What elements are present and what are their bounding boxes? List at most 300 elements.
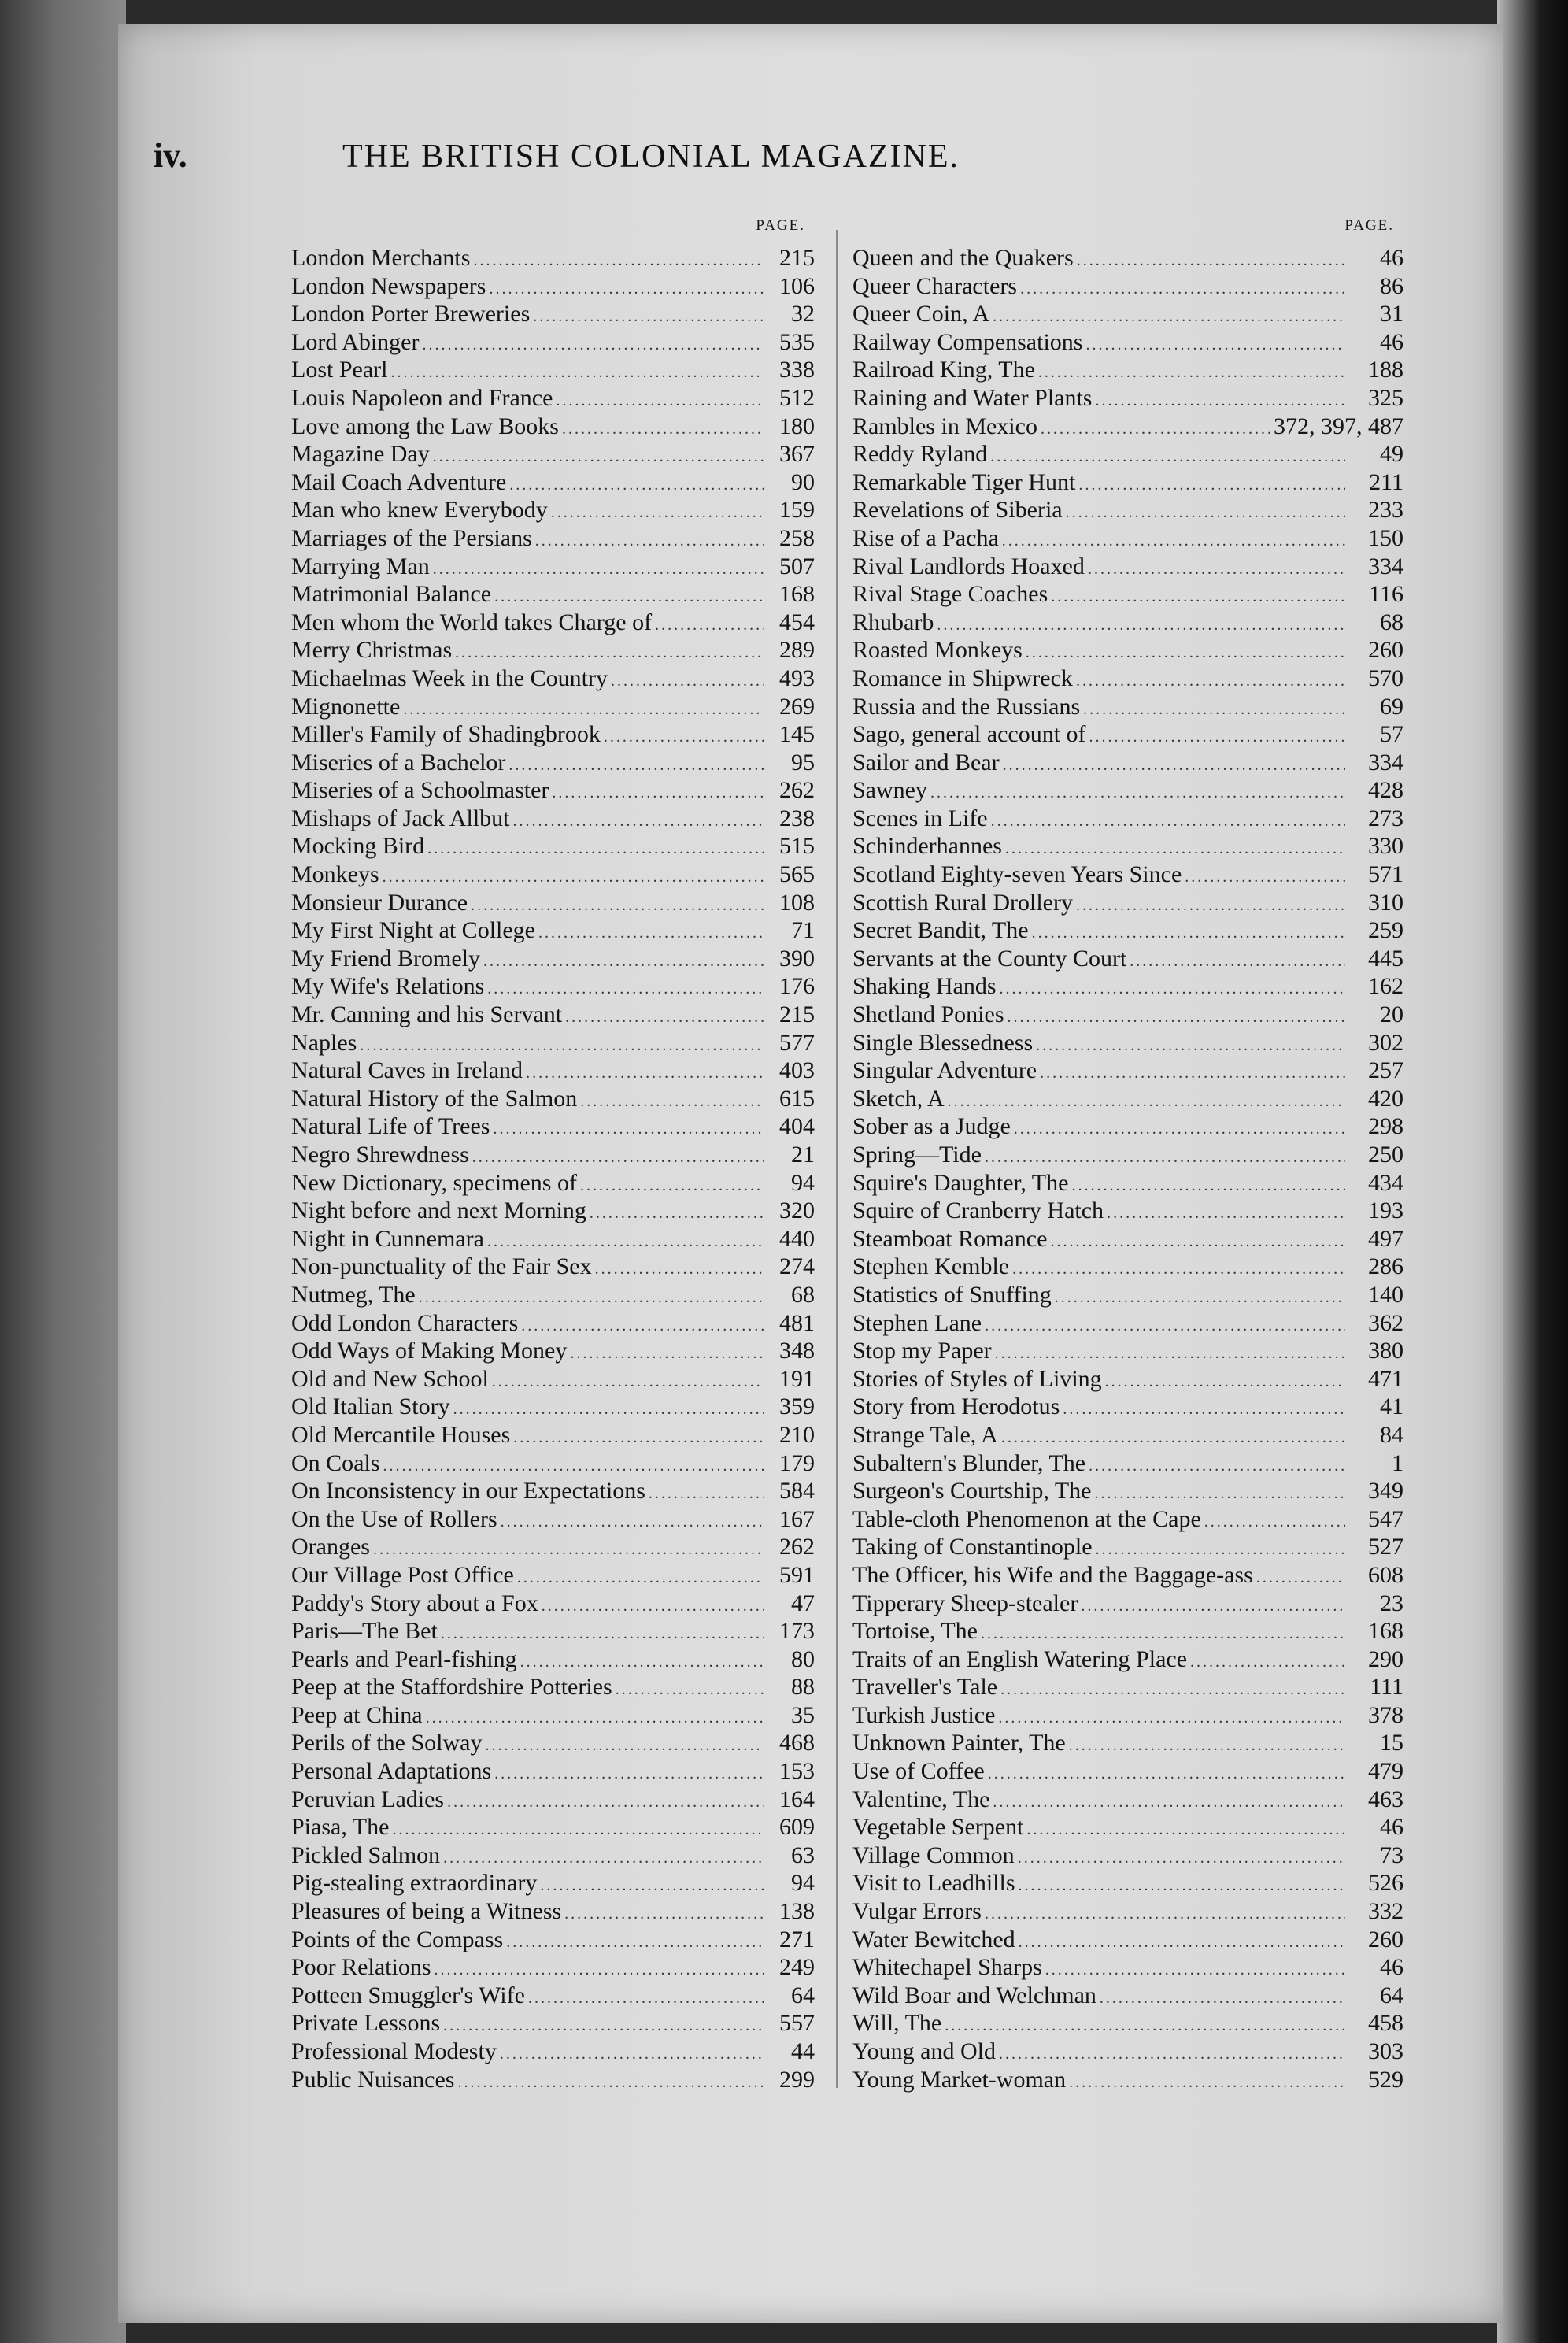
index-entry bbox=[291, 384, 815, 413]
entry-title: Rambles in Mexico bbox=[852, 413, 1037, 439]
entry-title: Public Nuisances bbox=[291, 2066, 455, 2093]
index-entry bbox=[852, 1617, 1403, 1645]
entry-page-number: 46 bbox=[1380, 245, 1403, 271]
index-entry bbox=[852, 1505, 1403, 1534]
index-entry bbox=[291, 1982, 815, 2010]
index-entry bbox=[291, 300, 815, 328]
entry-title: Wild Boar and Welchman bbox=[852, 1982, 1096, 2008]
entry-title: Peep at the Staffordshire Potteries bbox=[291, 1674, 612, 1701]
dot-leader bbox=[988, 1760, 1345, 1789]
entry-title: Pickled Salmon bbox=[291, 1841, 441, 1868]
entry-page-number: 286 bbox=[1368, 1253, 1403, 1280]
index-entry bbox=[291, 1029, 815, 1057]
entry-title: Railroad King, The bbox=[852, 357, 1035, 383]
dot-leader bbox=[526, 1060, 764, 1088]
entry-title: Traveller's Tale bbox=[852, 1674, 998, 1701]
entry-page-number: 238 bbox=[779, 805, 815, 831]
entry-page-number: 403 bbox=[779, 1057, 815, 1084]
entry-page-number: 90 bbox=[791, 468, 815, 495]
entry-page-number: 404 bbox=[779, 1113, 815, 1140]
index-entry bbox=[852, 749, 1403, 777]
dot-leader bbox=[998, 1705, 1345, 1733]
dot-leader bbox=[611, 668, 764, 696]
index-entry bbox=[852, 1029, 1403, 1057]
entry-title: Stories of Styles of Living bbox=[852, 1365, 1102, 1392]
index-entry bbox=[852, 2038, 1403, 2066]
dot-leader bbox=[580, 1172, 764, 1201]
dot-leader bbox=[500, 2041, 764, 2069]
index-entry bbox=[291, 1393, 815, 1421]
entry-title: On Inconsistency in our Expectations bbox=[291, 1478, 645, 1505]
index-entry bbox=[291, 609, 815, 637]
dot-leader bbox=[1204, 1508, 1345, 1537]
entry-title: Single Blessedness bbox=[852, 1029, 1034, 1056]
index-entry bbox=[852, 832, 1403, 861]
entry-title: Shaking Hands bbox=[852, 973, 997, 1000]
entry-page-number: 44 bbox=[791, 2038, 815, 2064]
index-entry bbox=[852, 1085, 1403, 1113]
dot-leader bbox=[1003, 752, 1345, 780]
entry-title: Professional Modesty bbox=[291, 2038, 497, 2064]
entry-page-number: 577 bbox=[779, 1029, 815, 1056]
dot-leader bbox=[1096, 1536, 1345, 1564]
column-divider bbox=[836, 230, 838, 2088]
entry-title: Strange Tale, A bbox=[852, 1421, 998, 1448]
index-entry bbox=[291, 1786, 815, 1814]
entry-title: Raining and Water Plants bbox=[852, 384, 1093, 411]
entry-page-number: 41 bbox=[1380, 1394, 1403, 1420]
entry-title: Valentine, The bbox=[852, 1786, 990, 1812]
entry-page-number: 359 bbox=[779, 1394, 815, 1420]
index-entry bbox=[852, 664, 1403, 693]
entry-page-number: 529 bbox=[1368, 2066, 1403, 2093]
dot-leader bbox=[999, 2041, 1345, 2069]
entry-page-number: 108 bbox=[779, 889, 815, 916]
index-column-left bbox=[291, 217, 815, 2093]
dot-leader bbox=[1081, 1593, 1345, 1621]
dot-leader bbox=[533, 303, 764, 331]
entry-page-number: 32 bbox=[791, 301, 815, 328]
index-entry bbox=[291, 776, 815, 805]
entry-title: Squire of Cranberry Hatch bbox=[852, 1197, 1104, 1224]
entry-page-number: 215 bbox=[779, 245, 815, 271]
entry-title: Mishaps of Jack Allbut bbox=[291, 805, 510, 831]
running-title: THE BRITISH COLONIAL MAGAZINE. bbox=[342, 139, 960, 175]
index-entry bbox=[291, 553, 815, 581]
index-entry bbox=[291, 1757, 815, 1786]
entry-title: Scenes in Life bbox=[852, 805, 988, 831]
entry-page-number: 35 bbox=[791, 1701, 815, 1728]
dot-leader bbox=[471, 892, 764, 920]
entry-page-number: 325 bbox=[1368, 384, 1403, 411]
entry-title: Natural Life of Trees bbox=[291, 1113, 490, 1140]
dot-leader bbox=[540, 1872, 764, 1901]
index-entry bbox=[291, 749, 815, 777]
entry-page-number: 191 bbox=[779, 1365, 815, 1392]
entry-title: Sober as a Judge bbox=[852, 1113, 1011, 1140]
entry-page-number: 303 bbox=[1368, 2038, 1403, 2064]
entry-page-number: 273 bbox=[1368, 805, 1403, 831]
entry-page-number: 140 bbox=[1368, 1281, 1403, 1308]
dot-leader bbox=[552, 779, 764, 808]
index-entry bbox=[291, 1897, 815, 1926]
index-entry bbox=[852, 2066, 1403, 2094]
entry-page-number: 179 bbox=[779, 1449, 815, 1476]
entry-page-number: 454 bbox=[779, 609, 815, 635]
entry-title: Peruvian Ladies bbox=[291, 1786, 445, 1812]
dot-leader bbox=[991, 808, 1345, 836]
dot-leader bbox=[1069, 2069, 1345, 2097]
entry-title: Remarkable Tiger Hunt bbox=[852, 468, 1076, 495]
dot-leader bbox=[1185, 864, 1345, 892]
dot-leader bbox=[422, 331, 764, 360]
edge-shadow bbox=[1497, 0, 1568, 2343]
dot-leader bbox=[948, 1088, 1345, 1116]
dot-leader bbox=[443, 2012, 764, 2041]
entry-page-number: 176 bbox=[779, 973, 815, 1000]
index-entry bbox=[291, 1309, 815, 1338]
entry-title: Taking of Constantinople bbox=[852, 1534, 1093, 1560]
index-entry bbox=[291, 1617, 815, 1645]
index-entry bbox=[852, 1533, 1403, 1561]
index-entry bbox=[291, 1281, 815, 1309]
entry-page-number: 584 bbox=[779, 1478, 815, 1505]
entry-title: Spring—Tide bbox=[852, 1142, 982, 1168]
entry-page-number: 116 bbox=[1369, 581, 1403, 608]
index-entry bbox=[852, 1897, 1403, 1926]
index-entry bbox=[291, 916, 815, 945]
dot-leader bbox=[433, 556, 764, 584]
dot-leader bbox=[473, 247, 764, 276]
entry-page-number: 162 bbox=[1368, 973, 1403, 1000]
entry-title: Stephen Kemble bbox=[852, 1253, 1010, 1280]
entry-page-number: 334 bbox=[1368, 749, 1403, 775]
dot-leader bbox=[604, 724, 764, 752]
entry-page-number: 289 bbox=[779, 637, 815, 664]
index-entry bbox=[291, 720, 815, 749]
entry-page-number: 138 bbox=[779, 1898, 815, 1925]
entry-title: Pearls and Pearl-fishing bbox=[291, 1645, 517, 1672]
dot-leader bbox=[1105, 1368, 1345, 1397]
index-entry bbox=[291, 1421, 815, 1449]
entry-title: Pig-stealing extraordinary bbox=[291, 1870, 538, 1897]
index-entry bbox=[291, 328, 815, 357]
entry-page-number: 260 bbox=[1368, 1926, 1403, 1953]
dot-leader bbox=[562, 416, 764, 444]
entry-title: Marrying Man bbox=[291, 553, 430, 579]
entry-page-number: 372, 397, 487 bbox=[1274, 413, 1403, 439]
entry-title: Miseries of a Schoolmaster bbox=[291, 777, 549, 804]
dot-leader bbox=[494, 583, 764, 612]
entry-page-number: 608 bbox=[1368, 1561, 1403, 1588]
dot-leader bbox=[565, 1004, 764, 1032]
entry-title: Shetland Ponies bbox=[852, 1001, 1004, 1028]
entry-page-number: 378 bbox=[1368, 1701, 1403, 1728]
entry-page-number: 348 bbox=[779, 1338, 815, 1364]
index-entry bbox=[291, 1673, 815, 1701]
entry-page-number: 481 bbox=[779, 1309, 815, 1336]
entry-title: Night in Cunnemara bbox=[291, 1225, 484, 1252]
entry-title: On the Use of Rollers bbox=[291, 1505, 497, 1532]
entry-title: Magazine Day bbox=[291, 441, 430, 468]
index-entry bbox=[291, 1169, 815, 1197]
dot-leader bbox=[556, 387, 764, 416]
dot-leader bbox=[1038, 359, 1345, 387]
entry-title: Miseries of a Bachelor bbox=[291, 749, 506, 775]
entry-title: Louis Napoleon and France bbox=[291, 384, 553, 411]
dot-leader bbox=[433, 443, 764, 472]
entry-title: Scotland Eighty-seven Years Since bbox=[852, 861, 1182, 888]
index-entry bbox=[291, 2066, 815, 2094]
index-entry bbox=[291, 1926, 815, 1954]
index-entry bbox=[852, 1449, 1403, 1478]
index-entry bbox=[852, 440, 1403, 468]
index-entry bbox=[852, 1869, 1403, 1897]
entry-page-number: 20 bbox=[1380, 1001, 1403, 1028]
dot-leader bbox=[1041, 416, 1270, 444]
entry-page-number: 1 bbox=[1392, 1449, 1403, 1476]
dot-leader bbox=[427, 835, 764, 864]
entry-title: Story from Herodotus bbox=[852, 1394, 1060, 1420]
entry-page-number: 428 bbox=[1368, 777, 1403, 804]
entry-title: Lost Pearl bbox=[291, 357, 388, 383]
entry-page-number: 94 bbox=[791, 1169, 815, 1196]
entry-title: Points of the Compass bbox=[291, 1926, 504, 1953]
entry-page-number: 111 bbox=[1370, 1674, 1403, 1701]
entry-title: Natural Caves in Ireland bbox=[291, 1057, 523, 1084]
entry-title: Stop my Paper bbox=[852, 1338, 992, 1364]
entry-title: Roasted Monkeys bbox=[852, 637, 1023, 664]
entry-title: Non-punctuality of the Fair Sex bbox=[291, 1253, 592, 1280]
entry-page-number: 445 bbox=[1368, 945, 1403, 972]
entry-page-number: 215 bbox=[779, 1001, 815, 1028]
index-entry bbox=[852, 1393, 1403, 1421]
dot-leader bbox=[1089, 1453, 1345, 1481]
index-entry bbox=[852, 1841, 1403, 1870]
entry-title: Schinderhannes bbox=[852, 833, 1002, 860]
entry-title: Personal Adaptations bbox=[291, 1758, 492, 1785]
entry-title: Pleasures of being a Witness bbox=[291, 1898, 562, 1925]
index-entry bbox=[852, 1253, 1403, 1281]
entry-title: Natural History of the Salmon bbox=[291, 1085, 578, 1112]
index-entry bbox=[291, 805, 815, 833]
entry-page-number: 609 bbox=[779, 1814, 815, 1841]
entry-page-number: 497 bbox=[1368, 1225, 1403, 1252]
entry-page-number: 94 bbox=[791, 1870, 815, 1897]
entry-page-number: 71 bbox=[791, 917, 815, 944]
dot-leader bbox=[1083, 696, 1345, 724]
entry-page-number: 259 bbox=[1368, 917, 1403, 944]
entry-page-number: 188 bbox=[1368, 357, 1403, 383]
index-entry bbox=[852, 861, 1403, 889]
index-entry bbox=[291, 1841, 815, 1870]
index-entry bbox=[852, 1926, 1403, 1954]
entry-title: Scottish Rural Drollery bbox=[852, 889, 1073, 916]
entry-page-number: 233 bbox=[1368, 497, 1403, 524]
index-entry bbox=[291, 1645, 815, 1674]
entry-title: Tortoise, The bbox=[852, 1618, 978, 1645]
entry-title: Reddy Ryland bbox=[852, 441, 988, 468]
index-entry bbox=[291, 1365, 815, 1394]
dot-leader bbox=[649, 1480, 764, 1508]
entry-page-number: 106 bbox=[779, 272, 815, 299]
index-entry bbox=[852, 1982, 1403, 2010]
dot-leader bbox=[535, 527, 764, 556]
index-entry bbox=[291, 244, 815, 272]
entry-page-number: 302 bbox=[1368, 1029, 1403, 1056]
entry-page-number: 515 bbox=[779, 833, 815, 860]
index-entry bbox=[852, 1421, 1403, 1449]
entry-title: Old Mercantile Houses bbox=[291, 1421, 511, 1448]
dot-leader bbox=[564, 1901, 764, 1929]
dot-leader bbox=[1063, 1396, 1345, 1424]
entry-title: Visit to Leadhills bbox=[852, 1870, 1015, 1897]
entry-title: Statistics of Snuffing bbox=[852, 1281, 1052, 1308]
dot-leader bbox=[1069, 1732, 1345, 1760]
dot-leader bbox=[1001, 1424, 1345, 1453]
entry-page-number: 168 bbox=[779, 581, 815, 608]
index-entry bbox=[852, 272, 1403, 301]
entry-title: Rhubarb bbox=[852, 609, 934, 635]
entry-page-number: 211 bbox=[1369, 468, 1403, 495]
dot-leader bbox=[1089, 724, 1345, 752]
entry-page-number: 69 bbox=[1380, 693, 1403, 720]
index-entry bbox=[852, 972, 1403, 1001]
page-column-heading: PAGE. bbox=[1344, 217, 1394, 234]
index-entry bbox=[852, 580, 1403, 609]
dot-leader bbox=[509, 472, 764, 500]
dot-leader bbox=[373, 1536, 764, 1564]
entry-page-number: 479 bbox=[1368, 1758, 1403, 1785]
dot-leader bbox=[542, 1593, 764, 1621]
entry-page-number: 180 bbox=[779, 413, 815, 439]
dot-leader bbox=[1085, 331, 1345, 360]
index-entry bbox=[291, 1197, 815, 1225]
dot-leader bbox=[1036, 1032, 1345, 1060]
entry-title: Queen and the Quakers bbox=[852, 245, 1074, 271]
index-entry bbox=[291, 1533, 815, 1561]
entry-page-number: 299 bbox=[779, 2066, 815, 2093]
entry-page-number: 332 bbox=[1368, 1898, 1403, 1925]
index-entry bbox=[291, 1813, 815, 1841]
index-entry bbox=[852, 636, 1403, 664]
dot-leader bbox=[513, 1424, 764, 1453]
entry-page-number: 420 bbox=[1368, 1085, 1403, 1112]
index-entry bbox=[852, 1813, 1403, 1841]
dot-leader bbox=[443, 1845, 764, 1873]
entry-title: Mail Coach Adventure bbox=[291, 468, 507, 495]
entry-page-number: 262 bbox=[779, 1534, 815, 1560]
index-entry bbox=[852, 2009, 1403, 2038]
entry-page-number: 46 bbox=[1380, 1954, 1403, 1981]
index-entry bbox=[852, 1729, 1403, 1757]
index-entry bbox=[852, 356, 1403, 384]
entry-page-number: 535 bbox=[779, 328, 815, 355]
dot-leader bbox=[517, 1564, 764, 1593]
entry-title: Queer Coin, A bbox=[852, 301, 990, 328]
dot-leader bbox=[580, 1088, 764, 1116]
index-entry bbox=[852, 1786, 1403, 1814]
entry-title: Men whom the World takes Charge of bbox=[291, 609, 653, 635]
dot-leader bbox=[1055, 1284, 1345, 1312]
entry-title: Secret Bandit, The bbox=[852, 917, 1029, 944]
entry-page-number: 168 bbox=[1368, 1618, 1403, 1645]
dot-leader bbox=[1000, 975, 1346, 1004]
entry-title: Negro Shrewdness bbox=[291, 1142, 469, 1168]
dot-leader bbox=[985, 1312, 1345, 1341]
entry-title: Marriages of the Persians bbox=[291, 524, 532, 551]
entry-page-number: 193 bbox=[1368, 1197, 1403, 1224]
index-entry bbox=[852, 1673, 1403, 1701]
index-entry bbox=[291, 832, 815, 861]
dot-leader bbox=[930, 779, 1345, 808]
index-entry bbox=[852, 1337, 1403, 1365]
entry-page-number: 526 bbox=[1368, 1870, 1403, 1897]
entry-title: Our Village Post Office bbox=[291, 1561, 514, 1588]
entry-title: Naples bbox=[291, 1029, 357, 1056]
dot-leader bbox=[1018, 1845, 1345, 1873]
entry-title: Unknown Painter, The bbox=[852, 1730, 1066, 1756]
entry-title: Mignonette bbox=[291, 693, 401, 720]
dot-leader bbox=[1077, 247, 1345, 276]
dot-leader bbox=[538, 920, 764, 948]
index-entry bbox=[852, 384, 1403, 413]
entry-title: Table-cloth Phenomenon at the Cape bbox=[852, 1505, 1201, 1532]
entry-title: Perils of the Solway bbox=[291, 1730, 483, 1756]
entry-page-number: 31 bbox=[1380, 301, 1403, 328]
entry-title: Rival Stage Coaches bbox=[852, 581, 1048, 608]
entry-page-number: 591 bbox=[779, 1561, 815, 1588]
entry-page-number: 570 bbox=[1368, 664, 1403, 691]
entry-page-number: 68 bbox=[1380, 609, 1403, 635]
index-column-right bbox=[852, 217, 1403, 2093]
index-entry bbox=[291, 2038, 815, 2066]
index-entry bbox=[852, 1112, 1403, 1141]
entry-title: Sailor and Bear bbox=[852, 749, 1000, 775]
dot-leader bbox=[521, 1312, 764, 1341]
entry-title: My Friend Bromely bbox=[291, 945, 480, 972]
entry-title: Use of Coffee bbox=[852, 1758, 985, 1785]
entry-page-number: 512 bbox=[779, 384, 815, 411]
dot-leader bbox=[1076, 668, 1345, 696]
entry-page-number: 249 bbox=[779, 1954, 815, 1981]
dot-leader bbox=[487, 1228, 764, 1257]
dot-leader bbox=[1088, 556, 1345, 584]
index-entry bbox=[291, 693, 815, 721]
entry-title: London Merchants bbox=[291, 245, 471, 271]
index-entry bbox=[291, 1085, 815, 1113]
dot-leader bbox=[1078, 472, 1345, 500]
entry-page-number: 260 bbox=[1368, 637, 1403, 664]
index-list-left bbox=[291, 244, 815, 2093]
page-header bbox=[153, 135, 1177, 176]
dot-leader bbox=[506, 1929, 764, 1957]
entry-title: Mocking Bird bbox=[291, 833, 425, 860]
index-entry bbox=[291, 1477, 815, 1505]
index-entry bbox=[291, 413, 815, 441]
entry-title: Man who knew Everybody bbox=[291, 497, 548, 524]
entry-title: Squire's Daughter, The bbox=[852, 1169, 1069, 1196]
index-entry bbox=[852, 776, 1403, 805]
index-entry bbox=[852, 300, 1403, 328]
entry-page-number: 547 bbox=[1368, 1505, 1403, 1532]
entry-title: Potteen Smuggler's Wife bbox=[291, 1982, 525, 2008]
entry-page-number: 338 bbox=[779, 357, 815, 383]
entry-page-number: 73 bbox=[1380, 1841, 1403, 1868]
entry-page-number: 95 bbox=[791, 749, 815, 775]
dot-leader bbox=[1190, 1649, 1345, 1677]
index-entry bbox=[852, 1225, 1403, 1253]
